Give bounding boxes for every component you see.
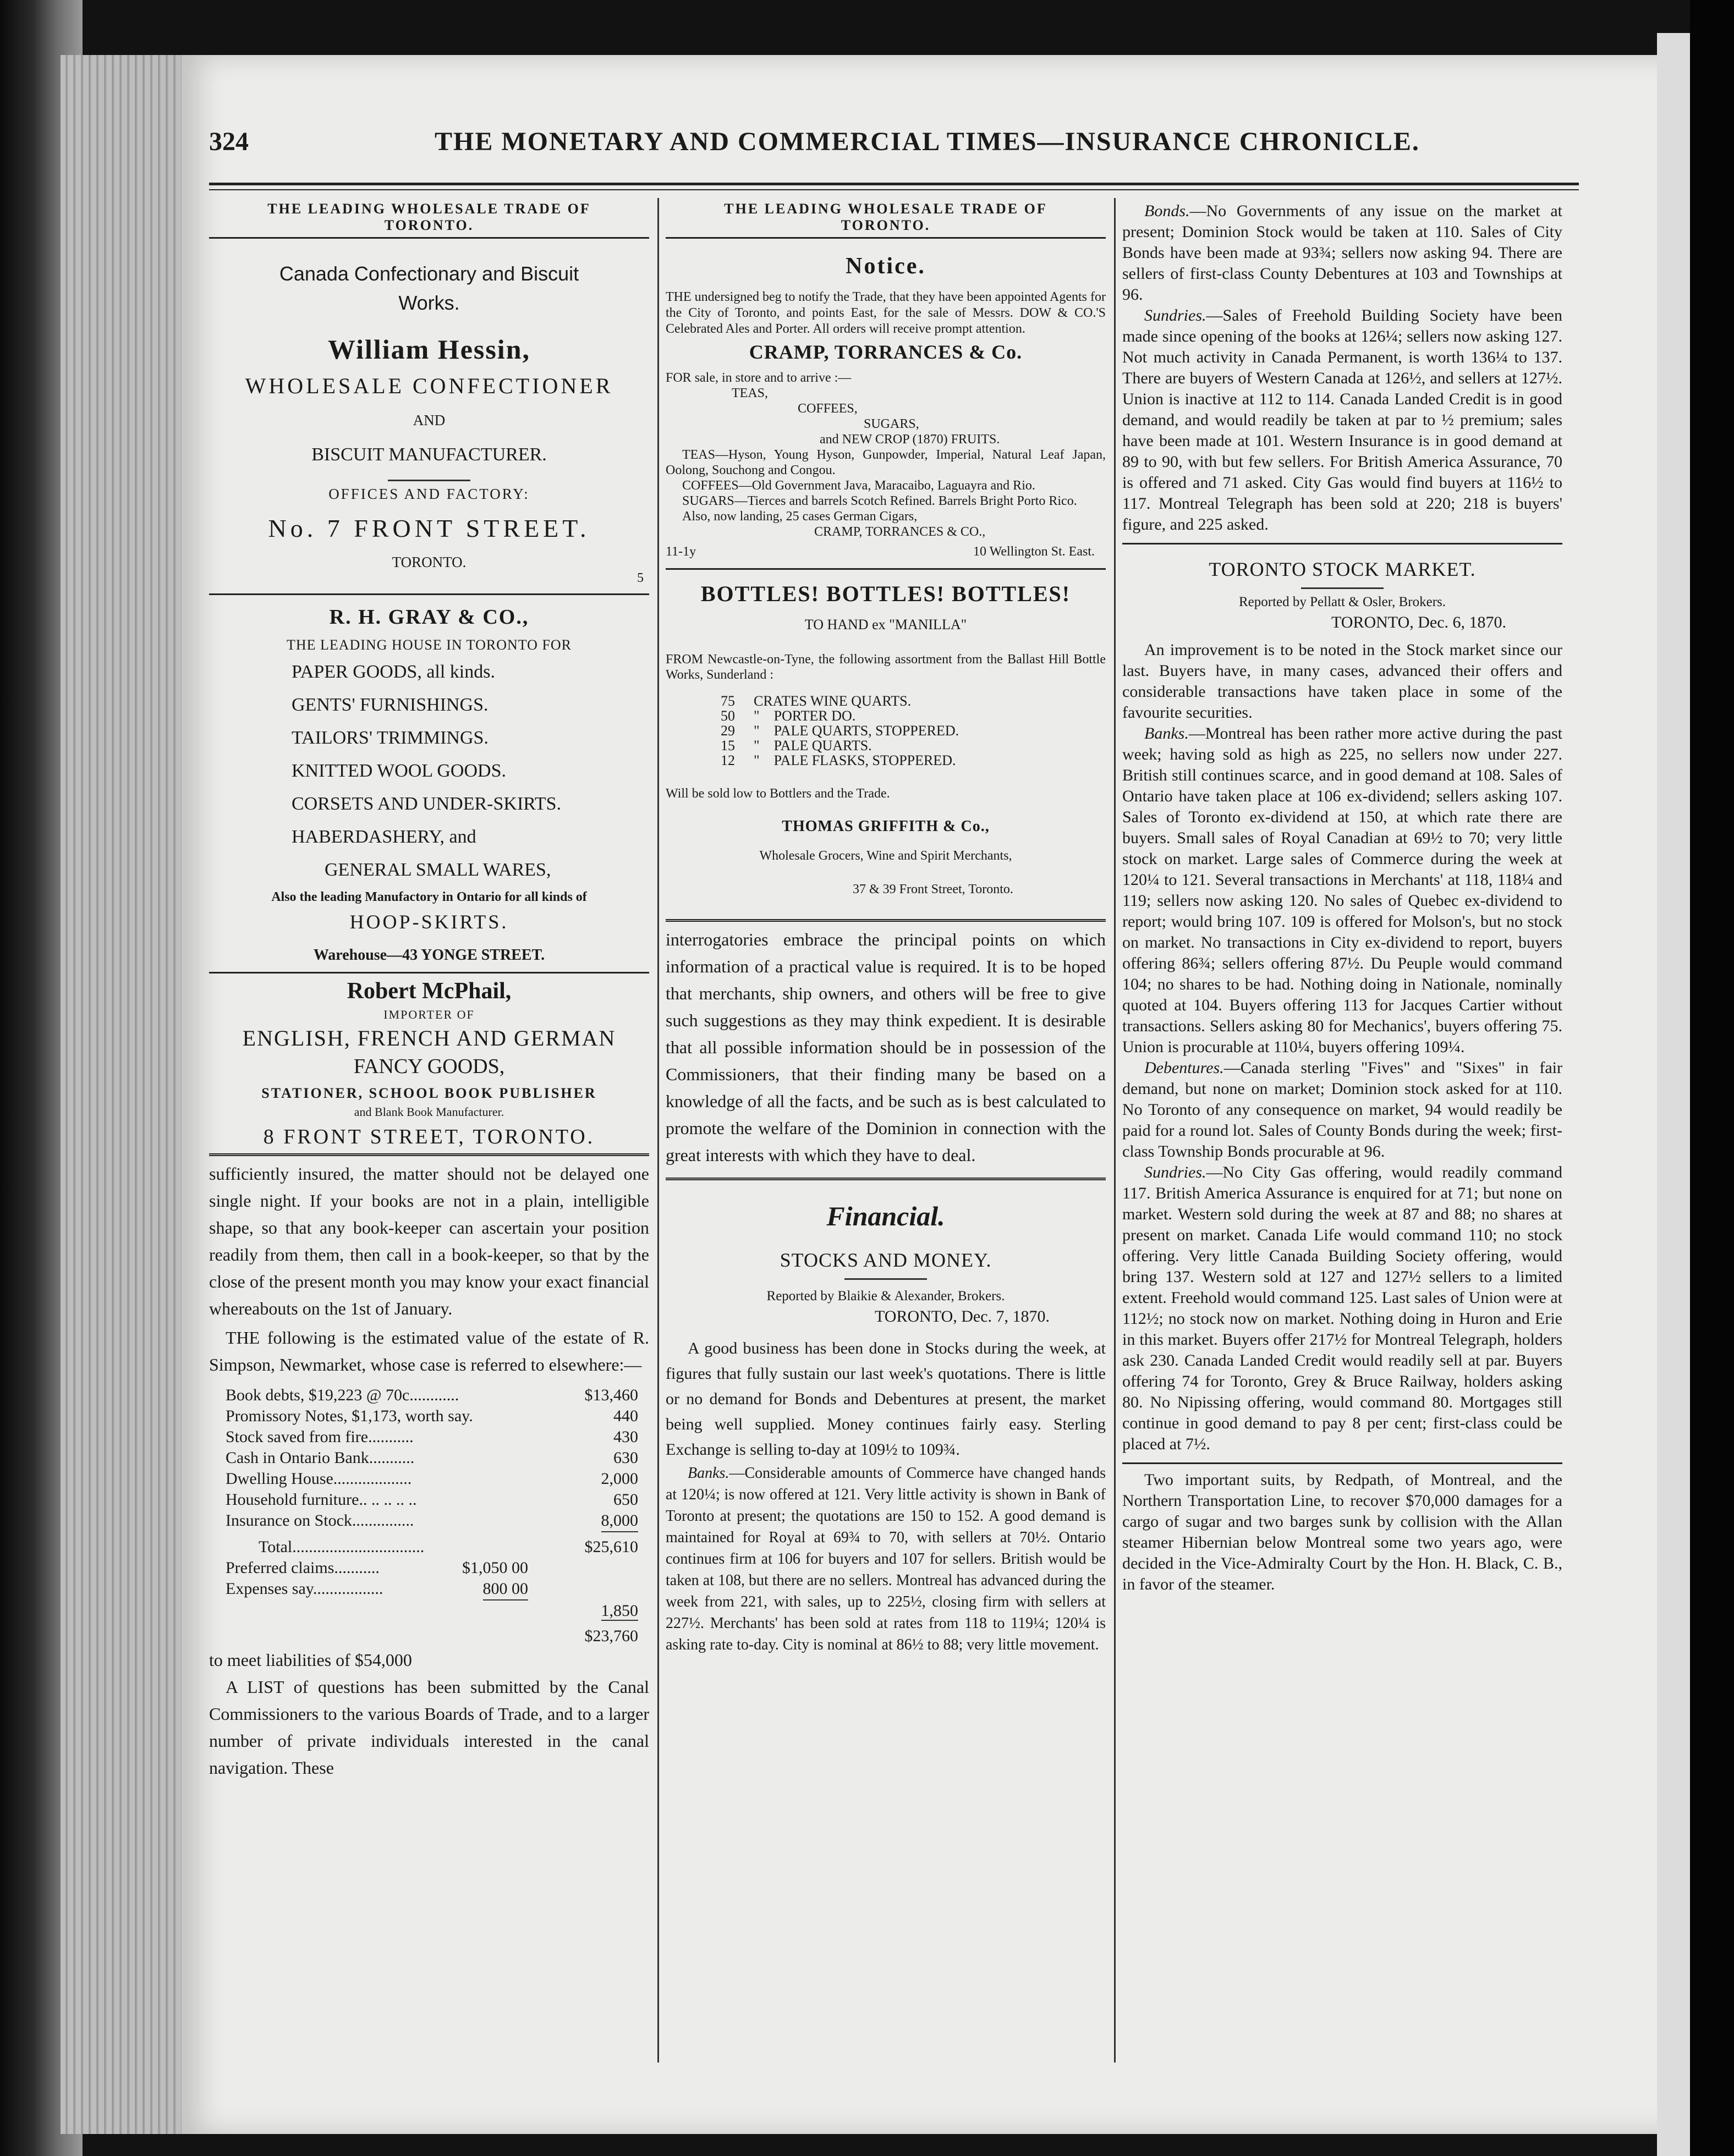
section-heading: THE LEADING WHOLESALE TRADE OF TORONTO.: [267, 201, 591, 233]
bottles-desc: " PALE FLASKS, STOPPERED.: [754, 752, 956, 768]
ad-name: Robert McPhail,: [347, 978, 512, 1004]
ad-line: BISCUIT MANUFACTURER.: [311, 444, 547, 465]
ad-line: and Blank Book Manufacturer.: [354, 1105, 504, 1119]
ad-title: BOTTLES! BOTTLES! BOTTLES!: [700, 581, 1071, 606]
bottles-item: [721, 708, 1106, 723]
estate-value: 8,000: [601, 1510, 639, 1532]
estate-row: [226, 1427, 638, 1448]
ad-line: FANCY GOODS,: [353, 1055, 505, 1078]
product-item: TAILORS' TRIMMINGS.: [292, 728, 489, 748]
estate-row: [226, 1558, 638, 1579]
bottles-item: [721, 753, 1106, 768]
rule: [209, 593, 649, 595]
estate-row: [226, 1448, 638, 1469]
article-text: An improvement is to be noted in the Stock market since our last. Buyers have, in many cases, advanced their offers and considerable transactions have taken place in some of the favourite securities.: [1122, 641, 1562, 722]
article-text: A LIST of questions has been submitted by the Canal Commissioners to the various Boards of Trade, and to a larger number of private individuals interested in the canal navigation. These: [209, 1677, 649, 1778]
rule: [666, 1178, 1106, 1180]
hessin-advertisement: [209, 258, 649, 586]
ad-line: TEAS,: [732, 386, 768, 400]
estate-value: $1,050 00: [462, 1559, 528, 1577]
rule: [666, 568, 1106, 570]
mcphail-advertisement: [209, 978, 649, 1149]
estate-label: Promissory Notes, $1,173, worth say.: [226, 1407, 473, 1425]
header-rule-thin: [209, 189, 1579, 190]
ad-ref: 11-1y: [666, 544, 696, 559]
rule: [666, 237, 1106, 239]
rule: [666, 919, 1106, 922]
column-divider: [657, 198, 659, 2062]
estate-less: [226, 1601, 638, 1621]
ad-line: Also, now landing, 25 cases German Cigars,: [682, 509, 918, 524]
column-3: [1122, 201, 1562, 2060]
estate-value: 1,850: [601, 1602, 638, 1620]
estate-row: [226, 1385, 638, 1406]
ad-city: TORONTO.: [392, 554, 467, 570]
bottles-advertisement: [666, 581, 1106, 897]
subhead: Debentures.: [1144, 1059, 1224, 1077]
estate-value: $25,610: [584, 1538, 638, 1556]
article-text: [1122, 305, 1562, 535]
rule: [844, 1278, 927, 1280]
article-text: interrogatories embrace the principal points on which information of a practical value is required. It is to be hoped that merchants, ship owners, and others will be free to give such suggestions as they may think expedient. It is desirable that all possible information should be in possession of the Commissioners, that their finding many be based on a knowledge of all the facts, and be such as is best calculated to promote the welfare of the Dominion in connection with the great interests with which they have to deal.: [666, 930, 1106, 1165]
article-byline: Reported by Pellatt & Osler, Brokers.: [1238, 595, 1446, 609]
bottles-item: [721, 738, 1106, 753]
article-text-body: —No City Gas offering, would readily command 117. British America Assurance is enquired for at 71; but none on market. Western sold during the week at 87 and 88; no shares at present on market. Canada Life would command 110; no stock offering. Very little Canada Building Society offering, would bring 137. Western sold at 127 and 127½ sellers to a limited extent. Freehold would command 125. Last sales of Union were at 112½; no stock now on market. Nothing doing in Huron and Erie in this market. Buyers offer 217½ for Montreal Telegraph, holders ask 230. Canada Landed Credit would readily sell at par. Buyers offering 74 for Toronto, Grey & Bruce Railway, holders asking 80. No Nipissing offering, would command 80. Mortgages still continue in good demand to pay 8 per cent; first-class could be placed at 7½.: [1122, 1163, 1562, 1453]
estate-table: [209, 1378, 649, 1647]
ad-text: THE undersigned beg to notify the Trade, that they have been appointed Agents for the City of Toronto, and points East, for the sale of Messrs. DOW & CO.'S Celebrated Ales and Porter. All orders will receive prompt attention.: [666, 290, 1106, 336]
article-text: [1122, 1058, 1562, 1162]
bottles-desc: " PALE QUARTS.: [754, 738, 872, 754]
section-heading: THE LEADING WHOLESALE TRADE OF TORONTO.: [724, 201, 1047, 233]
rule: [209, 972, 649, 974]
bottles-desc: " PORTER DO.: [754, 708, 856, 724]
ad-line: TO HAND ex "MANILLA": [804, 617, 967, 632]
estate-label: Household furniture.. .. .. .. ..: [226, 1491, 417, 1509]
bottles-desc: " PALE QUARTS, STOPPERED.: [754, 723, 959, 739]
ad-line: SUGARS,: [864, 417, 919, 431]
ad-name: THOMAS GRIFFITH & Co.,: [782, 818, 990, 835]
article-text: [1122, 201, 1562, 305]
ad-line: IMPORTER OF: [383, 1008, 475, 1021]
estate-label: Stock saved from fire...........: [226, 1428, 414, 1446]
ad-line: ENGLISH, FRENCH AND GERMAN: [242, 1026, 616, 1050]
article-text-body: —Canada sterling "Fives" and "Sixes" in fair demand, but none on market; Dominion stock asked for at 110. No Toronto of any consequence on market, 94 would readily be paid for a round lot. Sales of County Bonds during the week; first-class Township Bonds procurable at 96.: [1122, 1059, 1562, 1160]
estate-label: Insurance on Stock...............: [226, 1511, 414, 1530]
subhead: Banks.: [688, 1465, 729, 1482]
header-rule: [209, 183, 1579, 185]
bottles-list: [666, 694, 1106, 768]
estate-label: Book debts, $19,223 @ 70c............: [226, 1386, 459, 1404]
article-title: STOCKS AND MONEY.: [780, 1249, 992, 1271]
ad-address: No. 7 FRONT STREET.: [268, 514, 590, 542]
rule: [209, 237, 649, 239]
estate-label: Dwelling House...................: [226, 1470, 412, 1488]
ad-name: William Hessin,: [327, 334, 530, 365]
article-byline: Reported by Blaikie & Alexander, Brokers.: [766, 1289, 1005, 1304]
column-divider: [1114, 198, 1116, 2062]
subhead: Sundries.: [1144, 1163, 1206, 1181]
estate-label: Expenses say.................: [226, 1580, 383, 1598]
estate-value: 800 00: [483, 1579, 529, 1601]
ad-text: FROM Newcastle-on-Tyne, the following assortment from the Ballast Hill Bottle Works, Sunderland :: [666, 652, 1106, 682]
product-item: GENERAL SMALL WARES,: [325, 860, 551, 880]
article-text: to meet liabilities of $54,000: [209, 1650, 412, 1670]
estate-value: 650: [613, 1491, 638, 1509]
newspaper-page: [182, 55, 1690, 2134]
cramp-goods: [666, 370, 1106, 559]
article-text: [1122, 1162, 1562, 1455]
subhead: Bonds.: [1144, 202, 1190, 220]
ad-address: 8 FRONT STREET, TORONTO.: [263, 1125, 595, 1148]
article-text-body: —Considerable amounts of Commerce have changed hands at 120¼; is now offered at 121. Very little activity is shown in Bank of Toronto at present; the quotations are 150 to 152. A good demand is maintained for Royal at 69¾ to 70, with sellers at 70½. Ontario continues firm at 106 for buyers and 107 for sellers. British would be taken at 108, but there are no sellers. Montreal has advanced during the week from 221, with sales, up to 225½, closing firm with sellers at 227½. Merchants' has been sold at rates from 118 to 119¼; 120¼ is asking rate to-day. City is nominal at 86½ to 88; very little movement.: [666, 1465, 1106, 1653]
ad-line: and NEW CROP (1870) FRUITS.: [820, 432, 1000, 447]
bottles-qty: 15: [721, 738, 735, 754]
bottles-qty: 75: [721, 693, 735, 709]
section-title: Financial.: [826, 1201, 945, 1231]
subhead: Sundries.: [1144, 306, 1206, 324]
estate-row: [226, 1489, 638, 1510]
next-page-edge: [1657, 33, 1690, 2156]
product-item: PAPER GOODS, all kinds.: [292, 662, 495, 682]
ad-line: WHOLESALE CONFECTIONER: [245, 373, 613, 398]
ad-line: SUGARS—Tierces and barrels Scotch Refined. Barrels Bright Porto Rico.: [682, 494, 1077, 508]
rule: [1122, 543, 1562, 544]
ad-address: 37 & 39 Front Street, Toronto.: [853, 882, 1013, 897]
notice-advertisement: [666, 253, 1106, 559]
estate-value: 630: [613, 1449, 638, 1467]
ad-address: 10 Wellington St. East.: [973, 544, 1095, 559]
estate-label: Total................................: [259, 1538, 425, 1556]
bottles-qty: 50: [721, 708, 735, 724]
estate-label: Cash in Ontario Bank...........: [226, 1449, 415, 1467]
estate-value: 440: [613, 1407, 638, 1425]
article-text: A good business has been done in Stocks during the week, at figures that fully sustain our last week's quotations. There is little or no demand for Bonds and Debentures at present, the market being well supplied. Money continues fairly easy. Sterling Exchange is selling to-day at 109½ to 109¾.: [666, 1339, 1106, 1459]
ad-line: STATIONER, SCHOOL BOOK PUBLISHER: [261, 1085, 597, 1101]
product-list: [209, 656, 649, 887]
article-text: sufficiently insured, the matter should not be delayed one single night. If your books are not in a plain, intelligible shape, so that any book-keeper can ascertain your position readily from them, then call in a book-keeper, so that by the close of the present month you may know your exact financial whereabouts on the 1st of January.: [209, 1164, 649, 1318]
ad-title: Works.: [398, 292, 460, 314]
ad-line: THE LEADING HOUSE IN TORONTO FOR: [286, 637, 572, 653]
estate-value: 2,000: [601, 1470, 638, 1488]
ad-line: Also the leading Manufactory in Ontario for all kinds of: [271, 890, 587, 904]
rule: [388, 480, 470, 481]
rule: [1122, 1462, 1562, 1464]
article-title: TORONTO STOCK MARKET.: [1209, 558, 1476, 580]
ad-ref: 5: [637, 571, 644, 585]
ad-line: HOOP-SKIRTS.: [349, 911, 509, 933]
rule: [209, 1153, 649, 1156]
ad-name: CRAMP, TORRANCES & Co.: [749, 341, 1023, 363]
estate-value: $23,760: [584, 1627, 638, 1645]
page-number: 324: [209, 127, 249, 156]
column-2: [666, 201, 1106, 2060]
ad-title: Notice.: [846, 254, 926, 279]
estate-value: 430: [613, 1428, 638, 1446]
estate-value: $13,460: [584, 1386, 638, 1404]
estate-net: [226, 1626, 638, 1647]
article-text-body: —Sales of Freehold Building Society have been made since opening of the books at 126¼; sellers now asking 127. Not much activity in Canada Permanent, is worth 136¼ to 137. There are buyers of Western Canada at 126½, and sellers at 127½. Union is inactive at 112 to 114. Canada Landed Credit is in good demand, and would readily be taken at par to ½ premium; sales have been made at 101. Western Insurance is in good demand at 89 to 90, with but few sellers. For British America Assurance, 70 is offered and 71 asked. City Gas would find buyers at 116½ to 117. Montreal Telegraph has been sold at 220; 218 is buyers' figure, and 225 asked.: [1122, 306, 1562, 534]
ad-line: [666, 544, 1106, 559]
ad-line: CRAMP, TORRANCES & CO.,: [814, 525, 986, 539]
ad-line: COFFEES—Old Government Java, Maracaibo, Laguayra and Rio.: [682, 479, 1035, 493]
article-text: [1122, 723, 1562, 1058]
ad-line: OFFICES AND FACTORY:: [328, 486, 530, 502]
subhead: Banks.: [1144, 724, 1189, 743]
ad-line: COFFEES,: [798, 402, 858, 416]
article-dateline: TORONTO, Dec. 7, 1870.: [875, 1307, 1050, 1326]
ad-line: Wholesale Grocers, Wine and Spirit Merchants,: [759, 849, 1012, 863]
ad-address: Warehouse—43 YONGE STREET.: [313, 947, 545, 964]
bottles-qty: 12: [721, 752, 735, 768]
estate-row: [226, 1579, 638, 1601]
ad-line: AND: [413, 412, 446, 428]
estate-row: [226, 1510, 638, 1532]
bottles-item: [721, 694, 1106, 708]
page-header: [209, 127, 1573, 176]
bottles-item: [721, 723, 1106, 738]
ad-line: TEAS—Hyson, Young Hyson, Gunpowder, Imperial, Natural Leaf Japan, Oolong, Souchong and Congou.: [666, 448, 1106, 477]
ad-line: Will be sold low to Bottlers and the Trade.: [666, 787, 890, 801]
article-text: [666, 1462, 1106, 1656]
estate-label: Preferred claims...........: [226, 1559, 380, 1577]
ad-line: FOR sale, in store and to arrive :—: [666, 371, 852, 385]
rule: [1301, 587, 1384, 589]
estate-row: [226, 1469, 638, 1489]
ad-name: R. H. GRAY & CO.,: [329, 606, 529, 629]
article-text-body: —No Governments of any issue on the market at present; Dominion Stock would be taken at 110. Sales of City Bonds have been made at 93¾; sellers now asking 94. There are sellers of first-class County Debentures at 103 and Townships at 96.: [1122, 202, 1562, 304]
ad-title: Canada Confectionary and Biscuit: [279, 262, 579, 285]
product-item: GENTS' FURNISHINGS.: [292, 695, 489, 715]
bottles-desc: CRATES WINE QUARTS.: [754, 693, 912, 709]
estate-row: [226, 1406, 638, 1427]
gray-advertisement: [209, 605, 649, 964]
product-item: HABERDASHERY, and: [292, 827, 476, 847]
estate-total-row: [226, 1537, 638, 1558]
article-text-body: —Montreal has been rather more active during the past week; having sold as high as 225, no sellers now under 227. British still continues scarce, and in good demand at 108. Sales of Ontario have taken place at 106 ex-dividend; sellers asking 107. Sales of Toronto ex-dividend at 150, at which rate there are buyers. Small sales of Royal Canadian at 69½ to 70; very little stock on market. Large sales of Commerce during the week at 120¼ to 121. Several transactions in Merchants' at 118, 118¼ and 119; sellers now asking 120. No sales of Quebec ex-dividend to report; would bring 107. 109 is offered for Molson's, but no stock on market. No transactions in City ex-dividend to report, buyers offering 86¾; sellers offering 87½. Du Peuple would command 104; no shares to be had. Nothing doing in Nationale, nominally quoted at 104. Buyers offering 113 for Jacques Cartier without transactions. Sellers asking 80 for Mechanics', buyers offering 75. Union is procurable at 110¼, buyers offering 109¼.: [1122, 724, 1562, 1056]
product-item: KNITTED WOOL GOODS.: [292, 761, 507, 781]
product-item: CORSETS AND UNDER-SKIRTS.: [292, 794, 562, 814]
bottles-qty: 29: [721, 723, 735, 739]
article-dateline: TORONTO, Dec. 6, 1870.: [1331, 613, 1507, 631]
article-text: Two important suits, by Redpath, of Montreal, and the Northern Transportation Line, to recover $70,000 damages for a cargo of sugar and two barges sunk by collision with the Allan steamer Hibernian below Montreal some two years ago, were decided in the Vice-Admiralty Court by the Hon. H. Black, C. B., in favor of the steamer.: [1122, 1471, 1562, 1593]
article-text: THE following is the estimated value of the estate of R. Simpson, Newmarket, whose case is referred to elsewhere:—: [209, 1328, 649, 1374]
scan-border: [1690, 0, 1734, 2156]
page-title: THE MONETARY AND COMMERCIAL TIMES—INSURANCE CHRONICLE.: [435, 127, 1420, 156]
column-1: [209, 201, 649, 2060]
